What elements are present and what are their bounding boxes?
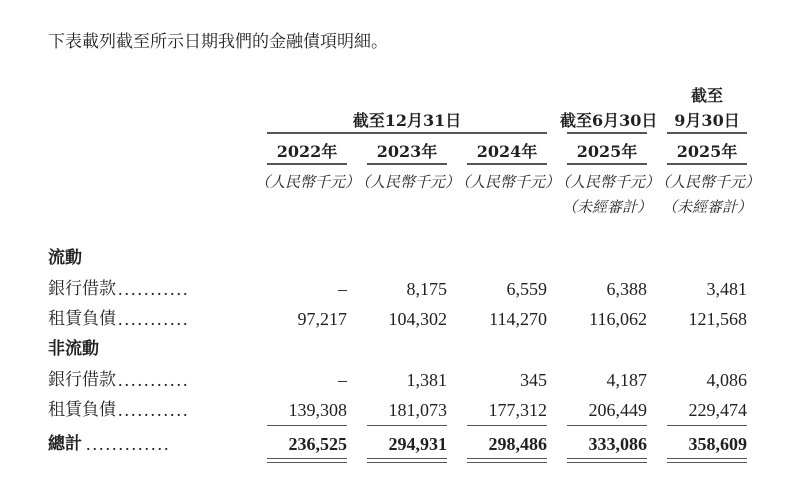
total-cell: 236,525 [288,434,347,454]
unit-label: （人民幣千元） [655,173,761,191]
row-label: 銀行借款 [48,279,116,299]
section-title: 非流動 [48,339,99,359]
unaudited-label: （未經審計） [662,198,753,216]
double-underline [567,458,647,459]
year-header: 2023年 [376,142,438,161]
total-cell: 333,086 [588,434,647,454]
year-header: 2025年 [676,142,738,161]
divider [567,163,647,165]
table-cell: 177,312 [488,400,547,420]
intro-text: 下表載列截至所示日期我們的金融債項明細。 [48,32,388,52]
table-cell: 3,481 [706,279,747,299]
double-underline [467,458,547,459]
table-cell: 6,559 [506,279,547,299]
double-underline [367,462,447,463]
table-cell: 8,175 [406,279,447,299]
header-sep-line1: 截至 [690,86,723,105]
divider [267,425,347,426]
leader-dots: ........... [118,279,190,299]
row-label: 銀行借款 [48,370,116,390]
year-header: 2024年 [476,142,538,161]
double-underline [467,462,547,463]
table-cell: 104,302 [388,309,447,329]
double-underline [367,458,447,459]
divider [567,132,647,134]
table-cell: 206,449 [588,400,647,420]
header-sep-line2: 9月30日 [674,111,740,130]
year-header: 2022年 [276,142,338,161]
divider [667,132,747,134]
header-jun: 截至6月30日 [560,111,658,130]
total-cell: 358,609 [688,434,747,454]
table-cell: 345 [520,370,547,390]
leader-dots: ........... [118,400,190,420]
divider [667,425,747,426]
unit-label: （人民幣千元） [555,173,661,191]
table-cell: 4,086 [706,370,747,390]
table-cell: 97,217 [297,309,347,329]
table-cell: 4,187 [606,370,647,390]
divider [667,163,747,165]
table-cell: 116,062 [589,309,647,329]
double-underline [267,458,347,459]
leader-dots: ............. [86,434,171,454]
header-dec: 截至12月31日 [352,111,462,130]
table-cell: 121,568 [688,309,747,329]
table-cell: 181,073 [388,400,447,420]
row-label: 租賃負債 [48,309,116,329]
year-header: 2025年 [576,142,638,161]
table-cell: – [338,279,347,299]
double-underline [667,462,747,463]
total-cell: 294,931 [388,434,447,454]
divider [567,425,647,426]
unaudited-label: （未經審計） [562,198,653,216]
table-cell: 6,388 [606,279,647,299]
section-title: 流動 [48,248,82,268]
divider [267,132,547,134]
table-cell: 139,308 [288,400,347,420]
double-underline [267,462,347,463]
unit-label: （人民幣千元） [255,173,361,191]
table-cell: – [338,370,347,390]
unit-label: （人民幣千元） [355,173,461,191]
unit-label: （人民幣千元） [455,173,561,191]
leader-dots: ........... [118,309,190,329]
divider [367,425,447,426]
table-cell: 229,474 [688,400,747,420]
divider [467,425,547,426]
double-underline [667,458,747,459]
table-cell: 1,381 [406,370,447,390]
divider [367,163,447,165]
double-underline [567,462,647,463]
total-cell: 298,486 [488,434,547,454]
table-cell: 114,270 [489,309,547,329]
row-label: 租賃負債 [48,400,116,420]
leader-dots: ........... [118,370,190,390]
divider [267,163,347,165]
divider [467,163,547,165]
total-label: 總計 [48,434,82,454]
